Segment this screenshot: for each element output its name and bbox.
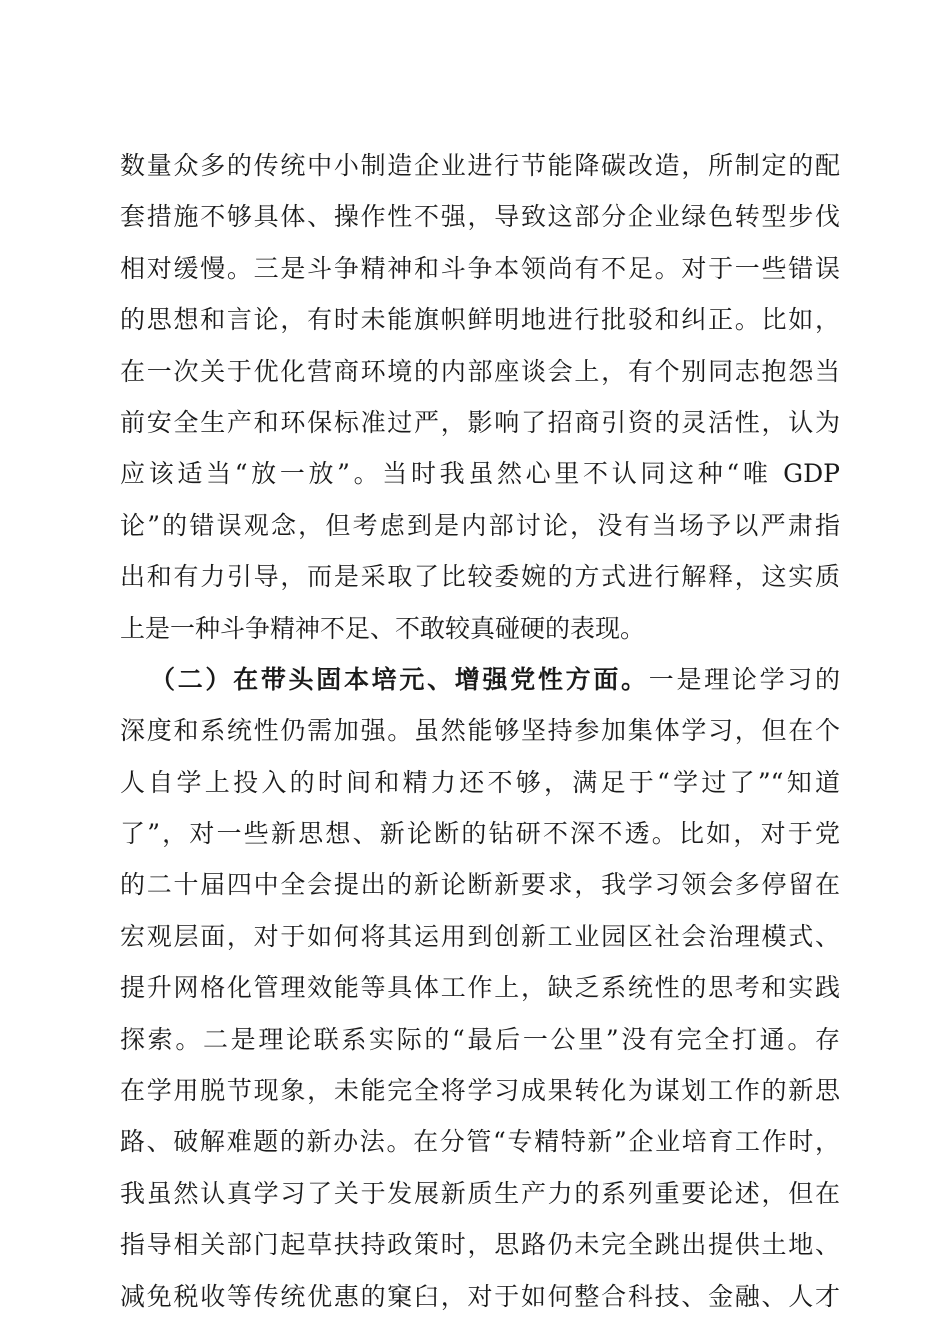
text-line: 上是一种斗争精神不足、不敢较真碰硬的表现。 <box>120 613 646 643</box>
text-line: 应该适当“放一放”。当时我虽然心里不认同这种“唯 GDP <box>120 459 840 489</box>
text-line: 的二十届四中全会提出的新论断新要求，我学习领会多停留在 <box>120 870 840 900</box>
text-line: 论”的错误观念，但考虑到是内部讨论，没有当场予以严肃指 <box>120 510 840 540</box>
text-line: 宏观层面，对于如何将其运用到创新工业园区社会治理模式、 <box>120 921 840 951</box>
text-line: 在学用脱节现象，未能完全将学习成果转化为谋划工作的新思 <box>120 1076 840 1106</box>
text-line: 我虽然认真学习了关于发展新质生产力的系列重要论述，但在 <box>120 1178 840 1208</box>
text-line: 路、破解难题的新办法。在分管“专精特新”企业培育工作时， <box>120 1127 840 1157</box>
text-line: 在一次关于优化营商环境的内部座谈会上，有个别同志抱怨当 <box>120 356 840 386</box>
text-line: 提升网格化管理效能等具体工作上，缺乏系统性的思考和实践 <box>120 973 840 1003</box>
text-run: 一是理论学习的 <box>648 664 840 694</box>
paragraph-first-line <box>120 654 840 705</box>
text-line: 探索。二是理论联系实际的“最后一公里”没有完全打通。存 <box>120 1024 840 1054</box>
text-line: 套措施不够具体、操作性不强，导致这部分企业绿色转型步伐 <box>120 202 840 232</box>
text-line: 深度和系统性仍需加强。虽然能够坚持参加集体学习，但在个 <box>120 716 840 746</box>
text-line: 前安全生产和环保标准过严，影响了招商引资的灵活性，认为 <box>120 407 840 437</box>
text-line: 人自学上投入的时间和精力还不够，满足于“学过了”“知道 <box>120 767 840 797</box>
text-line: 了”，对一些新思想、新论断的钻研不深不透。比如，对于党 <box>120 819 840 849</box>
text-line: 的思想和言论，有时未能旗帜鲜明地进行批驳和纠正。比如， <box>120 305 840 335</box>
text-line: 相对缓慢。三是斗争精神和斗争本领尚有不足。对于一些错误 <box>120 253 840 283</box>
section-heading: （二）在带头固本培元、增强党性方面。 <box>150 664 649 694</box>
text-line: 减免税收等传统优惠的窠臼，对于如何整合科技、金融、人才 <box>120 1281 840 1311</box>
body-text <box>120 140 840 1322</box>
text-line: 指导相关部门起草扶持政策时，思路仍未完全跳出提供土地、 <box>120 1230 840 1260</box>
text-line: 出和有力引导，而是采取了比较委婉的方式进行解释，这实质 <box>120 562 840 592</box>
text-line: 数量众多的传统中小制造企业进行节能降碳改造，所制定的配 <box>120 151 840 180</box>
